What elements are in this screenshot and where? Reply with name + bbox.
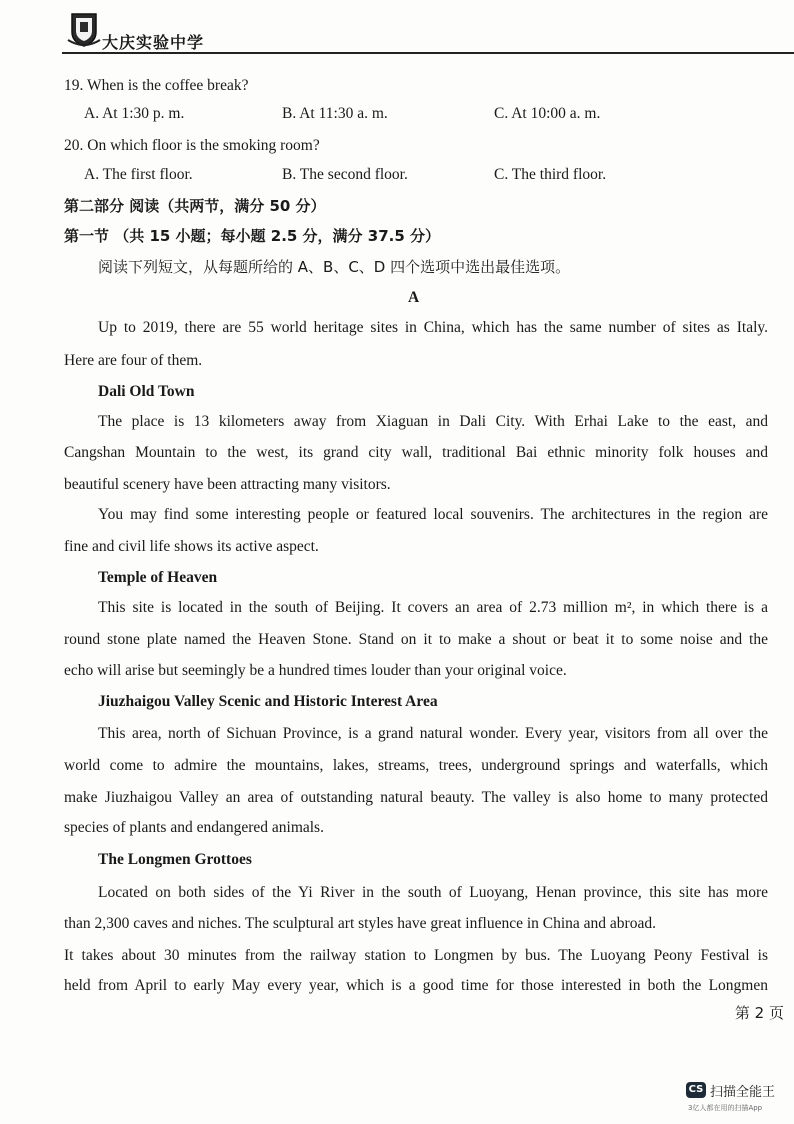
passage-label: A [408,289,420,306]
dali-line-5: fine and civil life shows its active aspect. [64,538,319,555]
q20-option-c: C. The third floor. [494,166,607,183]
section1-title: 第一节 （共 15 小题；每小题 2.5 分，满分 37.5 分） [64,227,441,245]
longmen-line-1: Located on both sides of the Yi River in the south of Luoyang, Henan province, this site has more [98,884,768,901]
page-number: 第 2 页 [734,1004,784,1022]
jiuzhaigou-line-2: world come to admire the mountains, lakes, streams, trees, underground springs and waterfalls, which [64,757,768,774]
reading-instruction: 阅读下列短文，从每题所给的 A、B、C、D 四个选项中选出最佳选项。 [98,258,571,276]
school-crest-icon [66,10,102,48]
dali-heading: Dali Old Town [98,383,195,400]
longmen-heading: The Longmen Grottoes [98,851,252,868]
camscanner-logo-icon: CS [686,1082,706,1098]
q19-option-b: B. At 11:30 a. m. [282,105,388,122]
jiuzhaigou-heading: Jiuzhaigou Valley Scenic and Historic Interest Area [98,693,438,710]
q20-option-b: B. The second floor. [282,166,408,183]
part2-title: 第二部分 阅读（共两节，满分 50 分） [64,197,326,215]
dali-line-2: Cangshan Mountain to the west, its grand city wall, traditional Bai ethnic minority folk houses and [64,444,768,461]
temple-heading: Temple of Heaven [98,569,218,586]
camscanner-name: 扫描全能王 [710,1085,776,1100]
longmen-line-3: It takes about 30 minutes from the railway station to Longmen by bus. The Luoyang Peony Festival is [64,947,768,964]
jiuzhaigou-line-3: make Jiuzhaigou Valley an area of outstanding natural beauty. The valley is also home to many protected [64,789,768,806]
jiuzhaigou-line-4: species of plants and endangered animals. [64,819,324,836]
temple-line-3: echo will arise but seemingly be a hundred times louder than your original voice. [64,662,567,679]
dali-line-4: You may find some interesting people or featured local souvenirs. The architectures in the region are [98,506,768,523]
temple-line-2: round stone plate named the Heaven Stone. Stand on it to make a shout or beat it to some noise and the [64,631,768,648]
school-name: 大庆实验中学 [102,33,205,52]
q19-option-a: A. At 1:30 p. m. [84,105,185,122]
intro-line-1: Up to 2019, there are 55 world heritage sites in China, which has the same number of sites as Italy. [98,319,768,336]
q20-stem: 20. On which floor is the smoking room? [64,137,320,154]
temple-line-1: This site is located in the south of Beijing. It covers an area of 2.73 million m², in which there is a [98,599,768,616]
intro-line-2: Here are four of them. [64,352,203,369]
dali-line-1: The place is 13 kilometers away from Xiaguan in Dali City. With Erhai Lake to the east, and [98,413,768,430]
longmen-line-4: held from April to early May every year, which is a good time for those interested in both the Longmen [64,977,768,994]
q19-option-c: C. At 10:00 a. m. [494,105,601,122]
jiuzhaigou-line-1: This area, north of Sichuan Province, is a grand natural wonder. Every year, visitors from all over the [98,725,768,742]
page-header [62,8,794,54]
dali-line-3: beautiful scenery have been attracting many visitors. [64,476,391,493]
q19-stem: 19. When is the coffee break? [64,77,249,94]
q20-option-a: A. The first floor. [84,166,193,183]
longmen-line-2: than 2,300 caves and niches. The sculptural art styles have great influence in China and abroad. [64,915,656,932]
camscanner-tagline: 3亿人都在用的扫描App [688,1104,763,1112]
